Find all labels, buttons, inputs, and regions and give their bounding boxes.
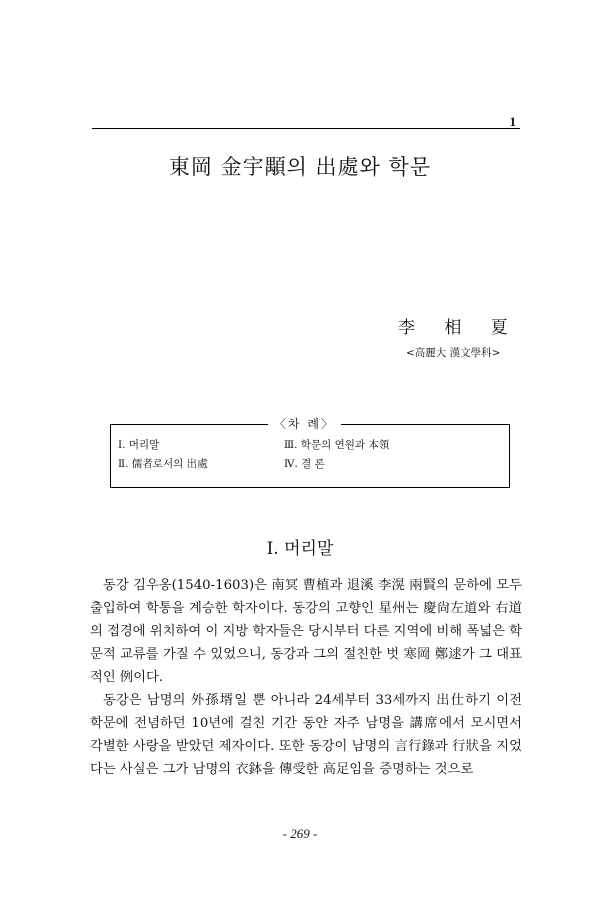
folio: - 269 - xyxy=(282,826,318,841)
header-rule xyxy=(92,128,520,129)
paragraph: 동강은 남명의 外孫壻일 뿐 아니라 24세부터 33세까지 出仕하기 이전 학문에 전념하던 10년에 걸친 기간 동안 자주 남명을 講席에서 모시면서 각별한 사랑을 받았던 제자이다. 또한 동강이 남명의 言行錄과 行狀을 지었다는 사실은 그가 남명의 衣鉢을 傳受한 高足임을 증명하는 것으로 xyxy=(90,693,522,777)
paper-title: 東岡 金宇顒의 出處와 학문 xyxy=(168,155,432,179)
toc-item: Ⅰ. 머리말 xyxy=(118,439,160,451)
paragraph: 동강 김우옹(1540-1603)은 南冥 曹植과 退溪 李滉 兩賢의 문하에 모두 출입하여 학통을 계승한 학자이다. 동강의 고향인 星州는 慶尙左道와 右道의 접경에 위치하여 이 지방 학자들은 당시부터 다른 지역에 비해 폭넓은 학문적 교류를 가질 수 있었으니, 동강과 그의 절친한 벗 寒岡 鄭逑가 그 대표적인 例이다. xyxy=(90,578,522,685)
body-text xyxy=(90,574,522,781)
author-name: 李 相 夏 xyxy=(398,318,520,338)
section-heading: Ⅰ. 머리말 xyxy=(266,539,334,559)
toc-label: 〈차 례〉 xyxy=(268,415,341,432)
page-number: 1 xyxy=(509,114,516,129)
toc-item: Ⅱ. 儒者로서의 出處 xyxy=(118,458,208,470)
author-affiliation: <高麗大 漢文學科> xyxy=(406,347,501,359)
toc-item: Ⅲ. 학문의 연원과 本領 xyxy=(284,439,390,451)
toc-item: Ⅳ. 결 론 xyxy=(284,458,325,470)
